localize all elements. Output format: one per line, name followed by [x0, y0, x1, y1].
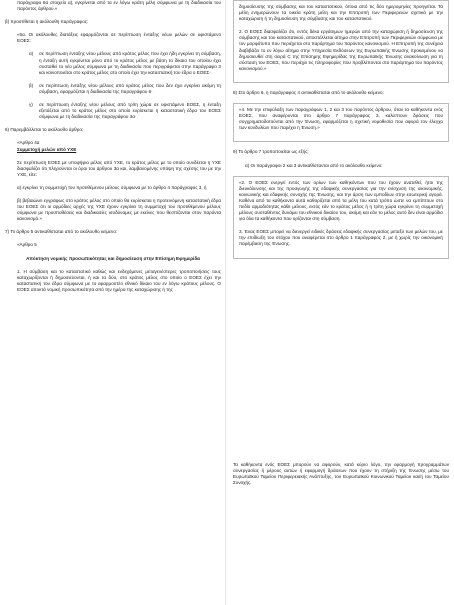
list-item-label: γ): [29, 102, 33, 108]
point-8-label: 8) Στο άρθρο 6, η παράγραφος 4 αντικαθίσταται από το ακόλουθο κείμενο:: [233, 89, 384, 95]
article-4a-option-a: α) εγκρίνει τη συμμετοχή του προτιθέμενου μέλους σύμφωνα με το άρθρο 4 παράγραφος 3, ή: [17, 184, 207, 190]
list-item-text: σε περίπτωση ένταξης νέου μέλους από τρίτη χώρα σε υφιστάμενο ΕΟΕΣ, η ένταξη εξετάζεται από το κράτος μέλος στο οποίο ευρίσκεται η καταστατική έδρα του ΕΟΕΣ σύμφωνα με τη διαδικασία της παραγράφου 3α·: [39, 102, 221, 120]
right-top-box: [233, 0, 449, 83]
point-7-label: 7) Το άρθρο 5 αντικαθίσταται από το ακόλουθο κείμενο:: [5, 229, 118, 235]
article-5-paragraph-2: 2. Ο ΕΟΕΣ διασφαλίζει ότι, εντός δέκα εργάσιμων ημερών από την καταχώριση ή δημοσίευση της σύμβασης και του καταστατικού, αποστέλλεται αίτημα στην Επιτροπή των Περιφερειών σύμφωνα με τον μορφότυπο που περιέχεται στο παράρτημα του παρόντος κανονισμού. Η Επιτροπή της συνέχεια διαβιβάζει το εν λόγω αίτημα στην Υπηρεσία Εκδόσεων της Ευρωπαϊκής Ένωσης προκειμένου να δημοσιευθεί στη σειρά C της Επίσημης Εφημερίδας της Ευρωπαϊκής Ένωσης ανακοίνωση για τη σύσταση του ΕΟΕΣ, που περιέχει τις πληροφορίες που προβλέπονται στο παράρτημα του παρόντος κανονισμού.»: [239, 29, 443, 71]
point-9a-label: α) Οι παράγραφοι 2 και 3 αντικαθίστανται από το ακόλουθο κείμενο:: [245, 162, 383, 168]
right-bottom-block: [233, 462, 449, 493]
list-item: [5, 102, 221, 120]
right-column: [233, 0, 449, 266]
paragraph-6a: «6α. Οι ακόλουθες διατάξεις εφαρμόζονται σε περίπτωση ένταξης νέων μελών σε υφιστάμενο ΕΟΕΣ:: [17, 32, 221, 44]
list-item: [5, 51, 221, 75]
article-5-title: Απόκτηση νομικής προσωπικότητας και δημοσίευση στην Επίσημη Εφημερίδα: [26, 255, 200, 261]
point-9-label: 9) Το άρθρο 7 τροποποιείται ως εξής:: [233, 149, 309, 155]
article-5-text: 1. Η σύμβαση και το καταστατικό καθώς και ενδεχόμενες μεταγενέστερες τροποποιήσεις τους καταχωρίζονται ή δημοσιεύονται, ή και τα δύο, στο κράτος μέλος στο οποίο ο ΕΟΕΣ έχει την καταστατική του έδρα σύμφωνα με το εφαρμοστέο εθνικό δίκαιο του εν λόγω κράτους μέλους. Ο ΕΟΕΣ αποκτά νομική προσωπικότητα από την ημέρα της καταχώρισης ή της: [17, 268, 221, 292]
list-item-label: β): [29, 82, 34, 88]
article-4a-label: «Άρθρο 4α: [17, 140, 40, 146]
article-7-box: [233, 176, 449, 259]
column-divider: [225, 0, 226, 605]
article-5-label: «Άρθρο 5: [17, 242, 37, 248]
list-item-label: α): [29, 51, 34, 57]
article-7-paragraph-3: 3. Ένας ΕΟΕΣ μπορεί να διενεργεί ειδικές δράσεις εδαφικής συνεργασίας μεταξύ των μελών του, με την επιδίωξη του στόχου που αναφέρεται στο άρθρο 1 παράγραφος 2, με ή χωρίς την οικονομική παρέμβαση της Ένωσης.: [239, 229, 443, 247]
list-item-text: σε περίπτωση ένταξης νέου μέλους από κράτος μέλος που έχει ήδη εγκρίνει τη σύμβαση, η ένταξη αυτή εγκρίνεται μόνο από το κράτος μέλος με βάση το δίκαιο του οποίου έχει συσταθεί το νέο μέλος σύμφωνα με τη διαδικασία που περιγράφεται στην παράγραφο 3 και κοινοποιείται στο κράτος μέλος στο οποίο έχει την καταστατική του έδρα ο ΕΟΕΣ·: [39, 51, 221, 75]
intro-tail-text: παράγραφο 6α στοιχείο α), εγκρίνεται από τα εν λόγω κράτη μέλη σύμφωνα με τη διαδικασία του παρόντος άρθρου.»: [17, 0, 221, 12]
article-7-paragraph-2: «2. Ο ΕΟΕΣ ενεργεί εντός των ορίων των καθηκόντων που του έχουν ανατεθεί, ήτοι της διευκόλυνσης και της προαγωγής της εδαφικής συνεργασίας για την ενίσχυση της οικονομικής, κοινωνικής και εδαφικής συνοχής της Ένωσης, και την άρση των εμποδίων στην εσωτερική αγορά. Καθένα από τα καθήκοντα αυτά καθορίζεται από τα μέλη του κατά τρόπο ώστε να εμπίπτουν στο πεδίο αρμοδιότητας κάθε μέλους, εκτός εάν το κράτος μέλος ή η τρίτη χώρα εγκρίνει τη συμμετοχή μέλους συσταθέντος δυνάμει του εθνικού δικαίου του, ακόμη και εάν το μέλος αυτό δεν είναι αρμόδιο για όλα τα καθήκοντα που ορίζονται στη σύμβαση.: [239, 179, 443, 222]
article-6-box: [233, 103, 449, 142]
article-5-continuation: δημοσίευσης της σύμβασης και του καταστατικού, όποια από τις δύο ημερομηνίες προηγείται. Τα μέλη ενημερώνουν τα οικεία κράτη μέλη και την Επιτροπή των Περιφερειών σχετικά με την καταχώριση ή τη δημοσίευση της σύμβασης και του καταστατικού.: [239, 4, 443, 22]
article-4a-text: Σε περίπτωση ΕΟΕΣ με υποψήφιο μέλος από ΥΧΕ, το κράτος μέλος με το οποίο συνδέεται η ΥΧΕ διασφαλίζει ότι πληρούνται οι όροι του άρθρου 3α και, λαμβανομένης υπόψη της σχέσης του με την ΥΧΕ, είτε:: [17, 159, 221, 177]
point-6-label: 6) Παρεμβάλλεται το ακόλουθο άρθρο:: [5, 127, 84, 133]
article-4a-title: Συμμετοχή μελών από ΥΧΕ: [17, 146, 77, 152]
article-7-tasks-text: Τα καθήκοντα ενός ΕΟΕΣ μπορούν να αφορούν, κατά κύριο λόγο, την εφαρμογή προγραμμάτων συνεργασίας ή μέρους αυτών ή εφαρμογή δράσεων που έχουν τη στήριξη της Ένωσης μέσω του Ευρωπαϊκού Ταμείου Περιφερειακής Ανάπτυξης, του Ευρωπαϊκού Κοινωνικού Ταμείου και/ή του Ταμείου Συνοχής.: [233, 462, 449, 486]
article-4a-option-b: β) βεβαιώνει εγγράφως στο κράτος μέλος στο οποίο θα ευρίσκεται η προτεινόμενη καταστατική έδρα του ΕΟΕΣ ότι οι αρμόδιες αρχές της ΥΧΕ έχουν εγκρίνει τη συμμετοχή του προτιθέμενου μέλους σύμφωνα με προϋποθέσεις και διαδικασίες ισοδύναμες με εκείνες που θεσπίζονται στον παρόντα κανονισμό.»: [17, 197, 221, 222]
article-6-paragraph-4: «4. Με την επιφύλαξη των παραγράφων 1, 2 και 3 του παρόντος άρθρου, όταν τα καθήκοντα ενός ΕΟΕΣ, που αναφέρονται στο άρθρο 7 παράγραφος 3, καλύπτουν δράσεις που συγχρηματοδοτούνται από την Ένωση, εφαρμόζεται η σχετική νομοθεσία που αφορά τον έλεγχο των κονδυλίων που παρέχει η Ένωση.»: [239, 107, 443, 131]
left-column: [5, 0, 221, 300]
list-item: [5, 83, 221, 95]
point-b-label: β) προστίθεται η ακόλουθη παράγραφος:: [5, 19, 89, 25]
list-item-text: σε περίπτωση ένταξης νέου μέλους από κράτος μέλος που δεν έχει εγκρίνει ακόμη τη σύμβαση, εφαρμόζεται η διαδικασία της παραγράφου 6·: [39, 82, 221, 94]
